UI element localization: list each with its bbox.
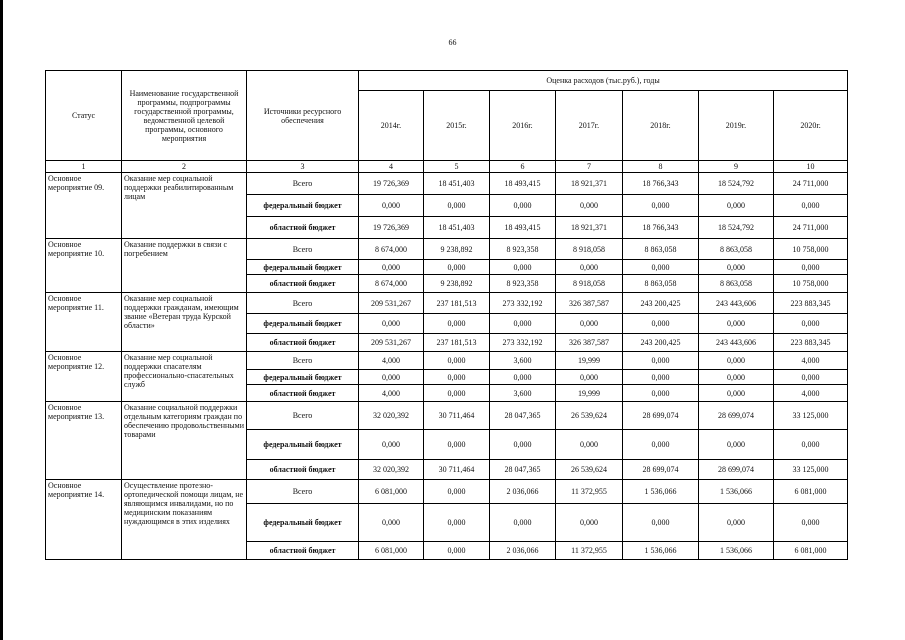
- amount-cell: 0,000: [623, 195, 699, 217]
- amount-cell: 28 047,365: [490, 402, 556, 430]
- activity-name: Оказание социальной поддержки отдельным категориям граждан по обеспечению продовольственными товарами: [122, 402, 247, 480]
- amount-cell: 24 711,000: [774, 173, 848, 195]
- amount-cell: 0,000: [699, 385, 774, 402]
- column-number-row: [46, 161, 848, 173]
- amount-cell: 6 081,000: [359, 542, 424, 560]
- header-year: 2017г.: [556, 91, 623, 161]
- activity-name: Осуществление протезно-ортопедической помощи лицам, не являющимся инвалидами, но по медицинским показаниям нуждающимся в этих изделиях: [122, 480, 247, 560]
- activity-row-total: [46, 480, 848, 504]
- amount-cell: 0,000: [359, 370, 424, 385]
- amount-cell: 8 674,000: [359, 275, 424, 293]
- amount-cell: 24 711,000: [774, 217, 848, 239]
- amount-cell: 1 536,066: [623, 542, 699, 560]
- amount-cell: 26 539,624: [556, 460, 623, 480]
- amount-cell: 8 674,000: [359, 239, 424, 260]
- source-label-regional: областной бюджет: [247, 542, 359, 560]
- amount-cell: 0,000: [556, 260, 623, 275]
- amount-cell: 30 711,464: [424, 402, 490, 430]
- activity-row-total: [46, 239, 848, 260]
- amount-cell: 0,000: [424, 542, 490, 560]
- amount-cell: 0,000: [623, 314, 699, 334]
- amount-cell: 18 524,792: [699, 173, 774, 195]
- page-number: 66: [448, 38, 457, 47]
- amount-cell: 0,000: [699, 352, 774, 370]
- source-label-total: Всего: [247, 239, 359, 260]
- activity-row-total: [46, 352, 848, 370]
- amount-cell: 0,000: [424, 504, 490, 542]
- amount-cell: 0,000: [490, 314, 556, 334]
- amount-cell: 19,999: [556, 352, 623, 370]
- amount-cell: 0,000: [490, 370, 556, 385]
- amount-cell: 0,000: [699, 195, 774, 217]
- source-label-federal: федеральный бюджет: [247, 370, 359, 385]
- activity-row-total: [46, 173, 848, 195]
- amount-cell: 33 125,000: [774, 460, 848, 480]
- amount-cell: 6 081,000: [359, 480, 424, 504]
- header-sources: Источники ресурсного обеспечения: [247, 71, 359, 161]
- source-label-federal: федеральный бюджет: [247, 504, 359, 542]
- amount-cell: 0,000: [424, 430, 490, 460]
- amount-cell: 326 387,587: [556, 334, 623, 352]
- header-year: 2014г.: [359, 91, 424, 161]
- amount-cell: 223 883,345: [774, 334, 848, 352]
- amount-cell: 0,000: [623, 260, 699, 275]
- source-label-total: Всего: [247, 293, 359, 314]
- amount-cell: 8 918,058: [556, 239, 623, 260]
- amount-cell: 0,000: [424, 370, 490, 385]
- amount-cell: 0,000: [490, 260, 556, 275]
- column-number: 5: [424, 161, 490, 173]
- column-number: 8: [623, 161, 699, 173]
- amount-cell: 0,000: [774, 260, 848, 275]
- header-status: Статус: [46, 71, 122, 161]
- amount-cell: 0,000: [623, 385, 699, 402]
- amount-cell: 0,000: [623, 430, 699, 460]
- amount-cell: 0,000: [424, 385, 490, 402]
- amount-cell: 18 493,415: [490, 217, 556, 239]
- amount-cell: 0,000: [623, 352, 699, 370]
- activity-row-total: [46, 293, 848, 314]
- amount-cell: 18 451,403: [424, 173, 490, 195]
- amount-cell: 273 332,192: [490, 334, 556, 352]
- activity-status: Основное мероприятие 09.: [46, 173, 122, 239]
- amount-cell: 10 758,000: [774, 275, 848, 293]
- amount-cell: 0,000: [424, 195, 490, 217]
- activity-status: Основное мероприятие 14.: [46, 480, 122, 560]
- source-label-regional: областной бюджет: [247, 275, 359, 293]
- amount-cell: 18 921,371: [556, 173, 623, 195]
- amount-cell: 326 387,587: [556, 293, 623, 314]
- column-number: 3: [247, 161, 359, 173]
- amount-cell: 3,600: [490, 352, 556, 370]
- amount-cell: 0,000: [774, 370, 848, 385]
- amount-cell: 0,000: [359, 260, 424, 275]
- amount-cell: 0,000: [490, 195, 556, 217]
- amount-cell: 30 711,464: [424, 460, 490, 480]
- amount-cell: 0,000: [623, 370, 699, 385]
- activity-status: Основное мероприятие 12.: [46, 352, 122, 402]
- source-label-federal: федеральный бюджет: [247, 195, 359, 217]
- amount-cell: 18 766,343: [623, 173, 699, 195]
- amount-cell: 0,000: [490, 504, 556, 542]
- amount-cell: 209 531,267: [359, 293, 424, 314]
- amount-cell: 0,000: [699, 370, 774, 385]
- amount-cell: 0,000: [774, 504, 848, 542]
- source-label-total: Всего: [247, 402, 359, 430]
- column-number: 7: [556, 161, 623, 173]
- amount-cell: 0,000: [699, 314, 774, 334]
- amount-cell: 8 863,058: [699, 275, 774, 293]
- amount-cell: 223 883,345: [774, 293, 848, 314]
- header-row: [46, 71, 848, 91]
- amount-cell: 237 181,513: [424, 293, 490, 314]
- amount-cell: 18 524,792: [699, 217, 774, 239]
- amount-cell: 0,000: [556, 314, 623, 334]
- amount-cell: 243 443,606: [699, 293, 774, 314]
- amount-cell: 18 493,415: [490, 173, 556, 195]
- amount-cell: 237 181,513: [424, 334, 490, 352]
- amount-cell: 0,000: [359, 314, 424, 334]
- amount-cell: 0,000: [774, 195, 848, 217]
- amount-cell: 11 372,955: [556, 480, 623, 504]
- amount-cell: 33 125,000: [774, 402, 848, 430]
- amount-cell: 4,000: [359, 352, 424, 370]
- amount-cell: 0,000: [490, 430, 556, 460]
- amount-cell: 28 047,365: [490, 460, 556, 480]
- amount-cell: 32 020,392: [359, 402, 424, 430]
- expenses-table: [45, 70, 848, 560]
- amount-cell: 0,000: [359, 195, 424, 217]
- amount-cell: 9 238,892: [424, 275, 490, 293]
- header-year: 2016г.: [490, 91, 556, 161]
- column-number: 10: [774, 161, 848, 173]
- amount-cell: 1 536,066: [699, 480, 774, 504]
- amount-cell: 19,999: [556, 385, 623, 402]
- activity-status: Основное мероприятие 10.: [46, 239, 122, 293]
- amount-cell: 28 699,074: [623, 402, 699, 430]
- amount-cell: 4,000: [774, 352, 848, 370]
- amount-cell: 11 372,955: [556, 542, 623, 560]
- amount-cell: 8 863,058: [699, 239, 774, 260]
- source-label-regional: областной бюджет: [247, 385, 359, 402]
- header-year: 2015г.: [424, 91, 490, 161]
- amount-cell: 19 726,369: [359, 217, 424, 239]
- amount-cell: 2 036,066: [490, 480, 556, 504]
- amount-cell: 3,600: [490, 385, 556, 402]
- amount-cell: 0,000: [623, 504, 699, 542]
- activity-name: Оказание мер социальной поддержки гражданам, имеющим звание «Ветеран труда Курской области»: [122, 293, 247, 352]
- header-year: 2019г.: [699, 91, 774, 161]
- amount-cell: 243 200,425: [623, 293, 699, 314]
- amount-cell: 8 923,358: [490, 239, 556, 260]
- amount-cell: 4,000: [359, 385, 424, 402]
- amount-cell: 209 531,267: [359, 334, 424, 352]
- source-label-regional: областной бюджет: [247, 217, 359, 239]
- source-label-federal: федеральный бюджет: [247, 260, 359, 275]
- amount-cell: 243 443,606: [699, 334, 774, 352]
- amount-cell: 0,000: [556, 195, 623, 217]
- amount-cell: 8 863,058: [623, 239, 699, 260]
- amount-cell: 18 766,343: [623, 217, 699, 239]
- amount-cell: 28 699,074: [623, 460, 699, 480]
- amount-cell: 4,000: [774, 385, 848, 402]
- activity-name: Оказание мер социальной поддержки реабилитированным лицам: [122, 173, 247, 239]
- amount-cell: 0,000: [699, 504, 774, 542]
- amount-cell: 243 200,425: [623, 334, 699, 352]
- amount-cell: 19 726,369: [359, 173, 424, 195]
- activity-status: Основное мероприятие 13.: [46, 402, 122, 480]
- activity-row-total: [46, 402, 848, 430]
- amount-cell: 0,000: [774, 430, 848, 460]
- amount-cell: 0,000: [774, 314, 848, 334]
- amount-cell: 0,000: [556, 504, 623, 542]
- column-number: 6: [490, 161, 556, 173]
- source-label-total: Всего: [247, 173, 359, 195]
- source-label-regional: областной бюджет: [247, 460, 359, 480]
- amount-cell: 6 081,000: [774, 480, 848, 504]
- amount-cell: 32 020,392: [359, 460, 424, 480]
- amount-cell: 26 539,624: [556, 402, 623, 430]
- amount-cell: 8 863,058: [623, 275, 699, 293]
- page-left-border: [0, 0, 3, 640]
- amount-cell: 0,000: [424, 352, 490, 370]
- amount-cell: 2 036,066: [490, 542, 556, 560]
- column-number: 1: [46, 161, 122, 173]
- amount-cell: 8 918,058: [556, 275, 623, 293]
- activity-name: Оказание мер социальной поддержки спасателям профессионально-спасательных служб: [122, 352, 247, 402]
- amount-cell: 0,000: [699, 260, 774, 275]
- source-label-regional: областной бюджет: [247, 334, 359, 352]
- amount-cell: 0,000: [424, 314, 490, 334]
- amount-cell: 0,000: [359, 430, 424, 460]
- column-number: 2: [122, 161, 247, 173]
- activity-status: Основное мероприятие 11.: [46, 293, 122, 352]
- source-label-federal: федеральный бюджет: [247, 430, 359, 460]
- amount-cell: 1 536,066: [623, 480, 699, 504]
- amount-cell: 28 699,074: [699, 402, 774, 430]
- amount-cell: 273 332,192: [490, 293, 556, 314]
- amount-cell: 0,000: [699, 430, 774, 460]
- activity-name: Оказание поддержки в связи с погребением: [122, 239, 247, 293]
- amount-cell: 18 451,403: [424, 217, 490, 239]
- header-name: Наименование государственной программы, подпрограммы государственной программы, ведомственной целевой программы, основного мероприятия: [122, 71, 247, 161]
- column-number: 9: [699, 161, 774, 173]
- amount-cell: 0,000: [424, 480, 490, 504]
- header-year: 2018г.: [623, 91, 699, 161]
- amount-cell: 1 536,066: [699, 542, 774, 560]
- header-year: 2020г.: [774, 91, 848, 161]
- amount-cell: 0,000: [556, 370, 623, 385]
- column-number: 4: [359, 161, 424, 173]
- amount-cell: 0,000: [359, 504, 424, 542]
- header-estimate: Оценка расходов (тыс.руб.), годы: [359, 71, 848, 91]
- amount-cell: 0,000: [424, 260, 490, 275]
- source-label-federal: федеральный бюджет: [247, 314, 359, 334]
- amount-cell: 9 238,892: [424, 239, 490, 260]
- source-label-total: Всего: [247, 352, 359, 370]
- amount-cell: 6 081,000: [774, 542, 848, 560]
- source-label-total: Всего: [247, 480, 359, 504]
- amount-cell: 10 758,000: [774, 239, 848, 260]
- amount-cell: 28 699,074: [699, 460, 774, 480]
- amount-cell: 0,000: [556, 430, 623, 460]
- amount-cell: 8 923,358: [490, 275, 556, 293]
- amount-cell: 18 921,371: [556, 217, 623, 239]
